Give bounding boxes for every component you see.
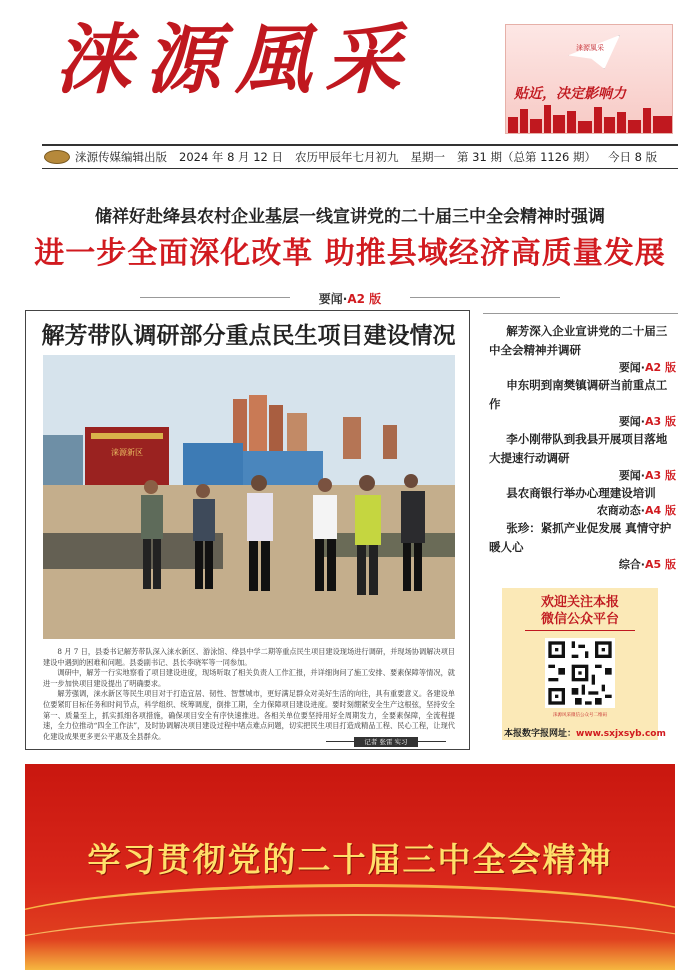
bottom-banner	[25, 764, 675, 970]
wechat-title	[502, 594, 658, 631]
story-paragraph: 调研中，解芳一行实地察看了项目建设进度，现场听取了相关负责人工作汇报，并详细询问了施工安排、要素保障等情况，就进一步加快项目建设提出了明确要求。	[43, 668, 455, 688]
sidebar-item-page: A5 版	[645, 558, 676, 571]
city-skyline-icon	[506, 103, 673, 133]
url-label: 本报数字报网址：	[504, 729, 577, 739]
credit-tag: 记者 张雷 实习	[354, 737, 418, 747]
url-value: www.sxjxsyb.com	[576, 729, 666, 739]
digital-edition-url[interactable]	[504, 726, 666, 739]
sidebar-item-title: 解芳深入企业宣讲党的二十届三中全会精神并调研	[489, 324, 668, 357]
sidebar-item-page: A4 版	[645, 504, 676, 517]
lunar-date: 农历甲辰年七月初九	[295, 150, 399, 164]
story-credit	[326, 737, 446, 747]
sidebar-item[interactable]	[483, 376, 678, 430]
publisher: 涞源传媒编辑出版	[75, 150, 167, 164]
feature-story	[25, 310, 470, 750]
construction-site-photo	[43, 355, 455, 639]
lead-headline[interactable]: 进一步全面深化改革 助推县域经济高质量发展	[34, 236, 666, 271]
sidebar-item[interactable]	[483, 314, 678, 376]
sidebar-item-section: 要闻·	[618, 415, 645, 428]
banner-slogan: 学习贯彻党的二十届三中全会精神	[87, 840, 613, 879]
ad-slogan: 贴近，决定影响力	[514, 86, 626, 102]
sidebar-item-page: A3 版	[645, 469, 676, 482]
wechat-title-underline	[525, 630, 635, 631]
paper-title: 涞源風采	[55, 15, 415, 104]
story-paragraph: 解芳强调，涞水新区等民生项目对于打造宜居、韧性、智慧城市，更好满足群众对美好生活的向往，具有重要意义。各建设单位要紧盯目标任务和时间节点，科学组织、统筹调度，倒排工期，全力保障项目建设进度。要时刻绷紧安全生产这根弦，坚持安全第一、质量至上，抓实抓细各项措施，确保项目安全有序快速推进。各相关单位要坚持用好全周期发力，全要素保障，全流程提速，全力位推动“四全工作法”，及时协调解决项目建设过程中堵点难点问题，切实把民生项目打造成精品工程、民心工程，让现代化建设成果更多更公平惠及全县群众。	[43, 689, 455, 741]
wechat-promo	[502, 588, 666, 740]
sidebar-item[interactable]	[483, 430, 678, 484]
ref-section: 要闻·	[318, 292, 348, 306]
sidebar-item[interactable]	[483, 484, 678, 519]
masthead-rule-bottom	[42, 168, 678, 169]
sidebar-item-title: 申东明到南樊镇调研当前重点工作	[489, 378, 668, 411]
sidebar-item[interactable]	[483, 519, 678, 573]
masthead-rule-top	[42, 144, 678, 146]
ad-plane-text: 涞源風采	[576, 44, 604, 52]
lead-subhead: 储祥好赴绛县农村企业基层一线宣讲党的二十届三中全会精神时强调	[95, 207, 605, 227]
dateline	[44, 148, 680, 166]
sidebar-item-page: A3 版	[645, 415, 676, 428]
story-title[interactable]: 解芳带队调研部分重点民生项目建设情况	[41, 322, 456, 349]
ref-page: A2 版	[347, 292, 382, 306]
publisher-logo-icon	[44, 150, 70, 164]
sidebar-item-section: 要闻·	[618, 469, 645, 482]
qr-caption: 涞源风采微信公众号二维码	[553, 713, 607, 718]
story-paragraph: 8 月 7 日，县委书记解芳带队深入涞水新区、游泳馆、绛县中学二期等重点民生项目建设现场进行调研，并现场协调解决项目建设中遇到的困难和问题。县委副书记、县长李晓军等一同参加。	[43, 647, 455, 667]
issue-number: 第 31 期（总第 1126 期）	[457, 150, 597, 164]
date: 2024 年 8 月 12 日	[179, 150, 283, 164]
lead-page-ref[interactable]	[140, 291, 560, 306]
banner-glow-line	[25, 914, 675, 970]
wechat-title-line2: 微信公众平台	[540, 612, 619, 627]
weekday: 星期一	[410, 150, 445, 164]
sidebar-item-title: 张珍：紧抓产业促发展 真情守护暖人心	[489, 521, 672, 554]
sidebar-item-title: 县农商银行举办心理建设培训	[506, 486, 656, 500]
wechat-title-line1: 欢迎关注本报	[540, 595, 619, 610]
qr-code-icon[interactable]	[545, 638, 615, 708]
divider-line	[410, 297, 560, 298]
sidebar-item-title: 李小刚带队到我县开展项目落地大提速行动调研	[489, 432, 668, 465]
page-index-sidebar	[483, 313, 678, 587]
story-body	[43, 647, 455, 742]
sidebar-item-section: 农商动态·	[596, 504, 645, 517]
sidebar-item-section: 综合·	[618, 558, 645, 571]
sidebar-item-page: A2 版	[645, 361, 676, 374]
site-billboard: 涞源新区	[111, 448, 143, 457]
page-count: 今日 8 版	[608, 150, 658, 164]
promo-ad[interactable]	[505, 24, 673, 134]
masthead	[0, 0, 700, 142]
sidebar-item-section: 要闻·	[618, 361, 645, 374]
story-photo	[43, 355, 455, 639]
